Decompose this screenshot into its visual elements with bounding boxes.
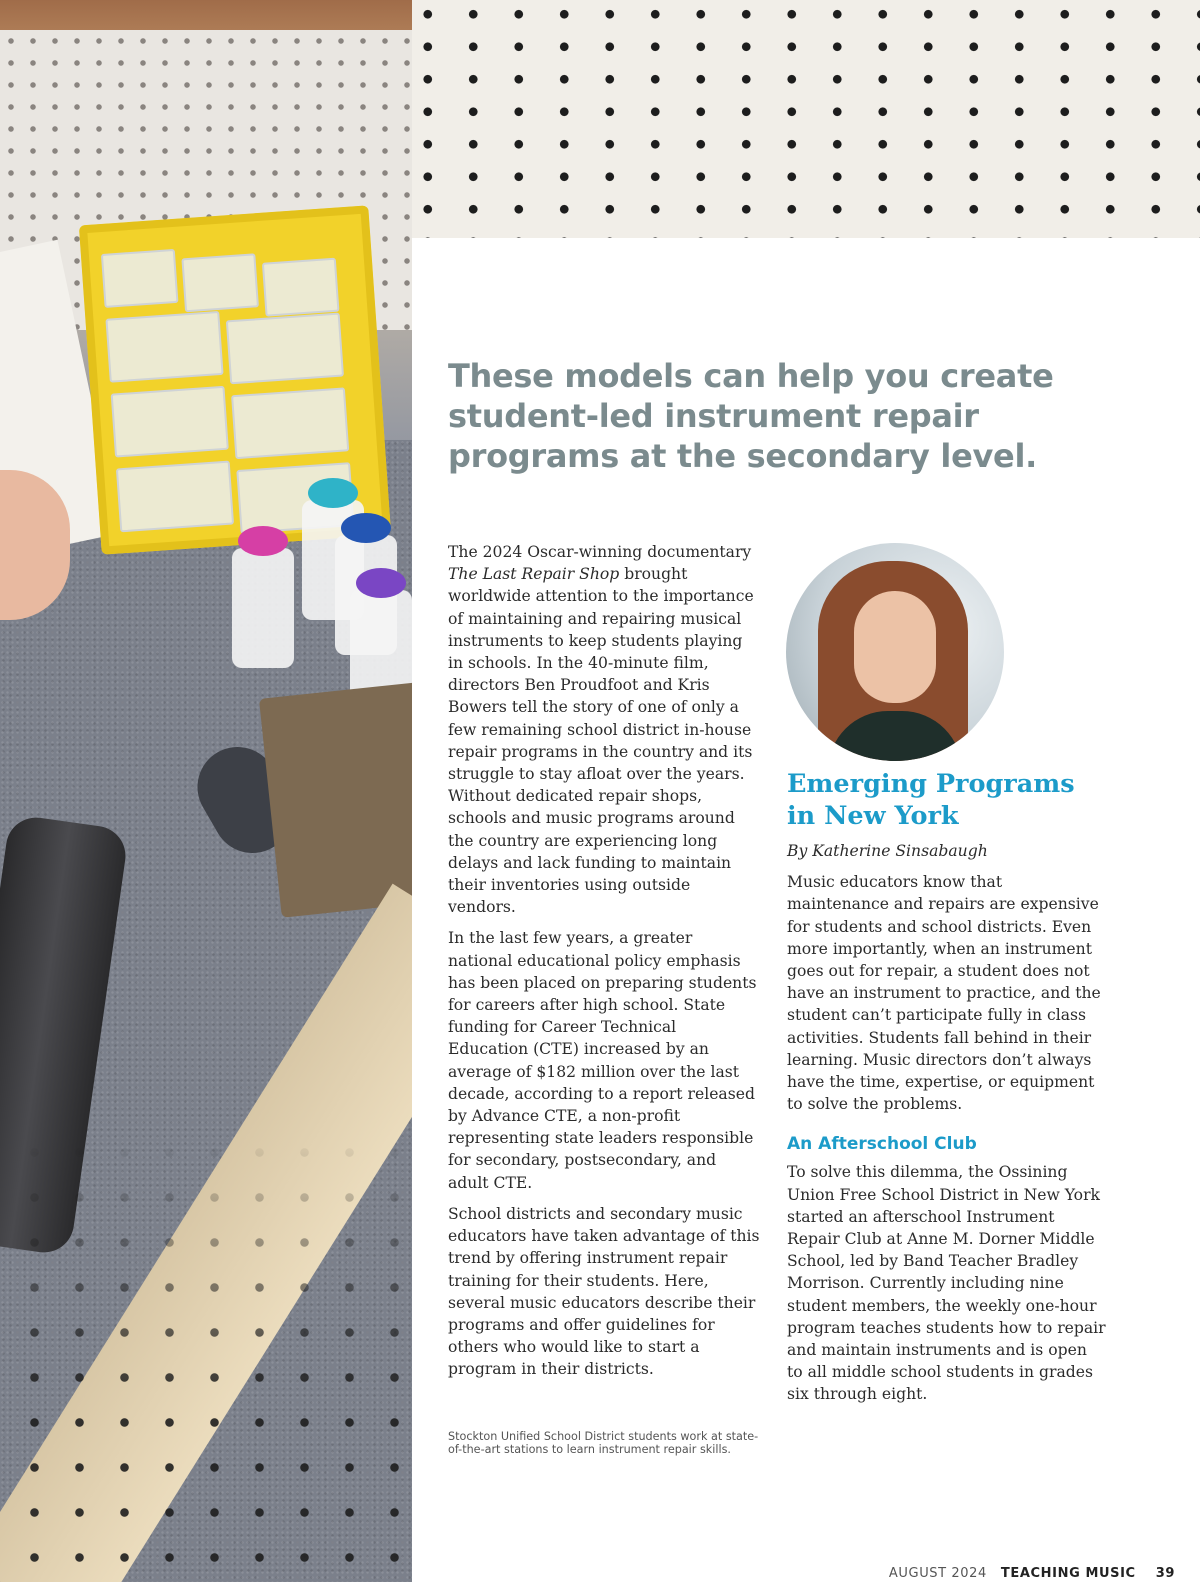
issue-date: AUGUST 2024 [888,1566,987,1581]
photo-tray [259,682,412,918]
page-number: 39 [1155,1566,1175,1581]
intro-paragraph-2: In the last few years, a greater national educational policy emphasis has been placed on preparing students for careers after high school. State funding for Career Technical Education (CTE) increased by an average of $182 million over the last decade, according to a report released by Advance CTE, a non-profit representing state leaders responsible for secondary, postsecondary, and adult CTE. [448,929,757,1192]
section-paragraph-2: To solve this dilemma, the Ossining Union Free School District in New York started an afterschool Instrument Repair Club at Anne M. Dorner Middle School, led by Band Teacher Bradley Morrison. Currently including nine student members, the weekly one-hour program teaches students how to repair and maintain instruments and is open to all middle school students in grades six through eight. [787,1163,1106,1404]
magazine-name: TEACHING MUSIC [1000,1566,1136,1581]
author-portrait [786,543,1004,761]
intro-p1-rest: brought worldwide attention to the importance of maintaining and repairing musical instruments to keep students playing in schools. In the 40-minute film, directors Ben Proudfoot and Kris Bowers tell the story of one of only a few remaining school district in-house repair programs in the country and its struggle to stay afloat over the years. Without dedicated repair shops, schools and music programs around the country are experiencing long delays and lack funding to maintain their inventories using outside vendors. [448,565,754,917]
photo-bottle-pink [232,548,294,668]
intro-p1-lead: The 2024 Oscar-winning documentary [448,543,752,561]
workshop-photo [0,0,412,1582]
portrait-face [854,591,936,703]
intro-paragraph-1 [448,541,760,918]
photo-dot-overlay [0,1130,412,1582]
section-column [787,768,1107,1415]
dot-pattern-panel [412,0,1200,238]
intro-paragraph-3: School districts and secondary music educators have taken advantage of this trend by offering instrument repair training for their students. Here, several music educators describe their programs and offer guidelines for others who would like to start a program in their districts. [448,1204,760,1379]
section-byline: By Katherine Sinsabaugh [787,842,988,860]
section-subhead: An Afterschool Club [787,1134,977,1155]
film-title: The Last Repair Shop [448,565,620,584]
article-headline: These models can help you create student-led instrument repair programs at the secondary level. [448,357,1054,475]
section-paragraph-1: Music educators know that maintenance and repairs are expensive for students and school districts. Even more importantly, when an instrument goes out for repair, a student does not have an instrument to practice, and the student can’t participate fully in class activities. Students fall behind in their learning. Music directors don’t always have the time, expertise, or equipment to solve the problems. [787,873,1101,1114]
section-title: Emerging Programs in New York [787,769,1075,831]
intro-column [448,541,760,1390]
photo-caption: Stockton Unified School District students work at state-of-the-art stations to learn instrument repair skills. [448,1430,759,1456]
page-folio [889,1566,1175,1581]
